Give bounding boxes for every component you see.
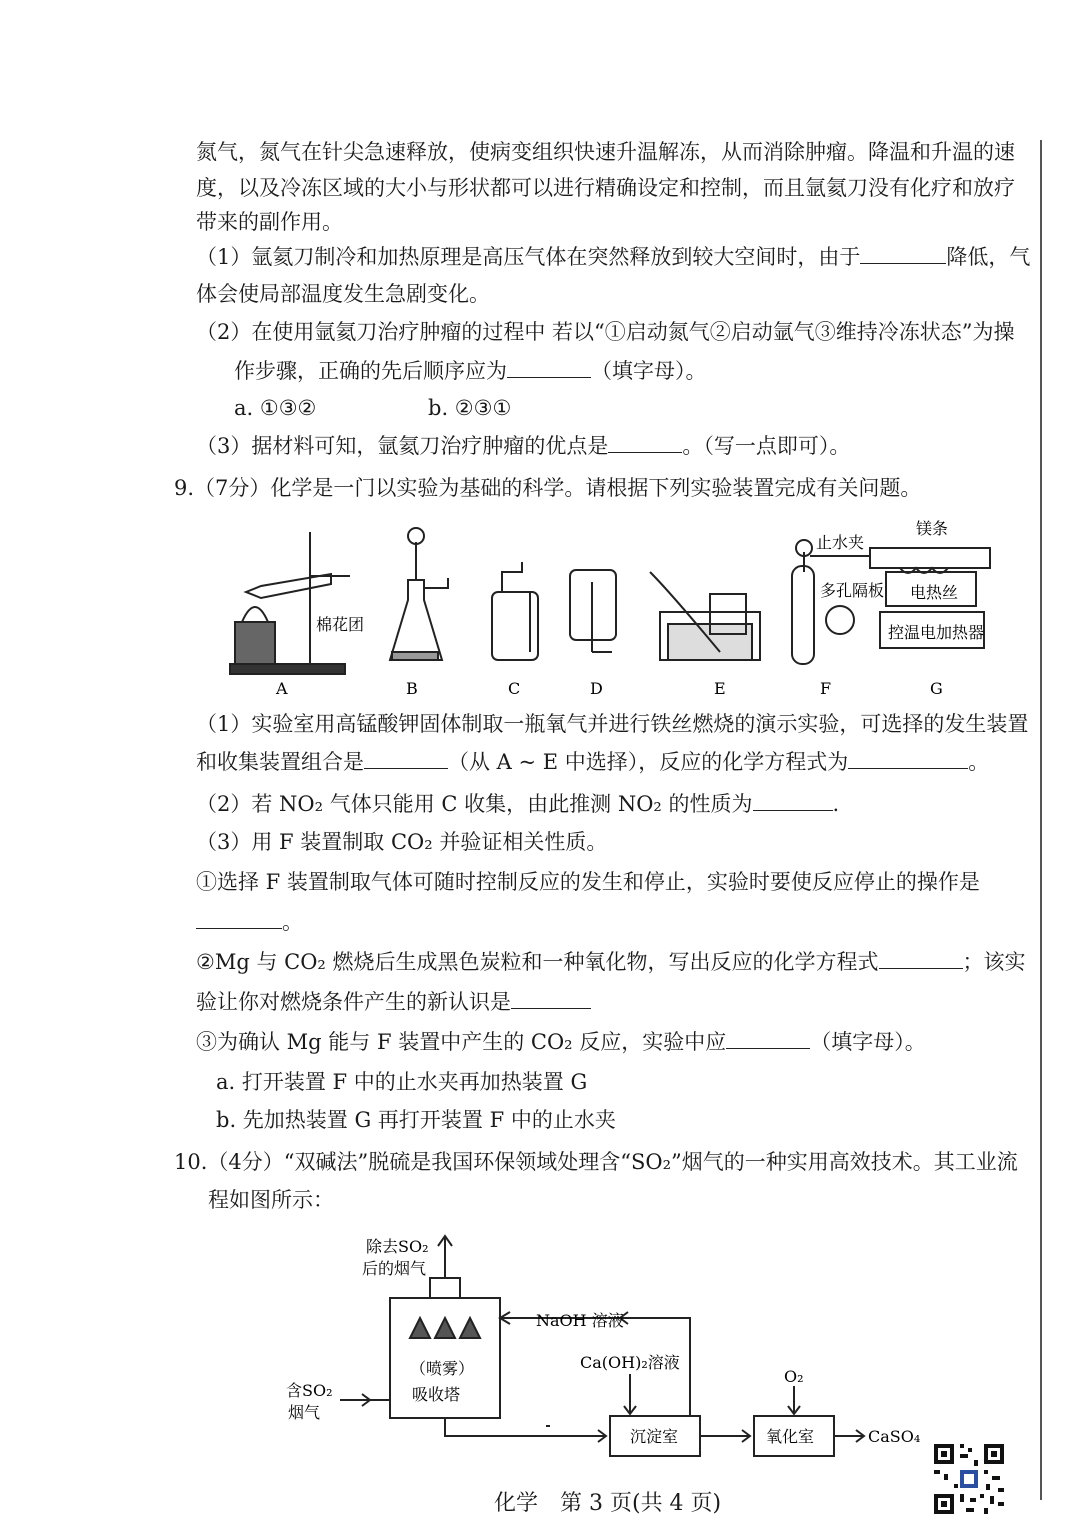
label-clamp: 止水夹 xyxy=(816,533,865,552)
label-out-gas-1: 除去SO₂ xyxy=(366,1237,429,1256)
label-plate: 多孔隔板 xyxy=(820,581,885,600)
answer-blank[interactable] xyxy=(364,748,448,769)
label-settle: 沉淀室 xyxy=(630,1427,679,1446)
answer-blank[interactable] xyxy=(753,790,833,811)
q8-option-a: a. ①③② xyxy=(234,396,317,420)
label-in-gas-2: 烟气 xyxy=(288,1403,321,1422)
intro-line-1: 氮气，氮气在针尖急速释放，使病变组织快速升温解冻，从而消除肿瘤。降温和升温的速 xyxy=(196,140,1015,164)
answer-blank[interactable] xyxy=(507,357,591,378)
label-F: F xyxy=(820,679,832,698)
q9-sub3-3-line: ③为确认 Mg 能与 F 装置中产生的 CO₂ 反应，实验中应 （填字母）。 xyxy=(196,1030,926,1054)
label-product: CaSO₄ xyxy=(868,1427,921,1446)
flow-diagram xyxy=(280,1228,940,1478)
q8-part1-line-2: 体会使局部温度发生急剧变化。 xyxy=(196,282,490,306)
label-o2: O₂ xyxy=(784,1367,804,1386)
answer-blank[interactable] xyxy=(511,988,591,1009)
apparatus-figure xyxy=(220,512,1010,702)
q8-part3-line: （3）据材料可知，氩氦刀治疗肿瘤的优点是 。（写一点即可）。 xyxy=(196,434,851,458)
q8-part2-line-2: 作步骤，正确的先后顺序应为 （填字母）。 xyxy=(234,359,707,383)
q9-sub3-2-line-2: 验让你对燃烧条件产生的新认识是 xyxy=(196,988,591,1016)
label-A: A xyxy=(276,679,288,698)
q9-sub3-2-line: ②Mg 与 CO₂ 燃烧后生成黑色炭粒和一种氧化物，写出反应的化学方程式 ；该实 xyxy=(196,950,1026,974)
label-in-gas-1: 含SO₂ xyxy=(286,1381,333,1400)
label-cotton: 棉花团 xyxy=(316,615,365,634)
q8-part2-line: （2）在使用氩氦刀治疗肿瘤的过程中 若以“①启动氮气②启动氩气③维持冷冻状态”为操 xyxy=(196,320,1015,344)
intro-line-3: 带来的副作用。 xyxy=(196,210,343,234)
q9-sub1-line: （1）实验室用高锰酸钾固体制取一瓶氧气并进行铁丝燃烧的演示实验，可选择的发生装置 xyxy=(196,712,1029,736)
label-spray: （喷雾） xyxy=(410,1359,475,1378)
answer-blank[interactable] xyxy=(196,908,282,929)
answer-blank[interactable] xyxy=(879,948,963,969)
q10-title-2: 程如图所示： xyxy=(208,1188,334,1212)
label-oxid: 氧化室 xyxy=(766,1427,815,1446)
answer-blank[interactable] xyxy=(860,243,946,264)
q9-sub1-line-2: 和收集装置组合是 （从 A ~ E 中选择），反应的化学方程式为 。 xyxy=(196,750,990,774)
q9-sub3-1-line-2: 。 xyxy=(196,908,303,936)
stand-base xyxy=(230,664,345,674)
label-out-gas-2: 后的烟气 xyxy=(362,1259,427,1278)
label-wire: 电热丝 xyxy=(910,583,959,602)
q10-title: 10.（4分）“双碱法”脱硫是我国环保领域处理含“SO₂”烟气的一种实用高效技术。其工业流 xyxy=(174,1150,1018,1174)
label-naoh: NaOH 溶液 xyxy=(536,1311,624,1330)
answer-blank[interactable] xyxy=(726,1028,810,1049)
label-D: D xyxy=(590,679,603,698)
answer-blank[interactable] xyxy=(608,432,682,453)
q9-title: 9.（7分）化学是一门以实验为基础的科学。请根据下列实验装置完成有关问题。 xyxy=(174,476,922,500)
q9-option-a: a. 打开装置 F 中的止水夹再加热装置 G xyxy=(216,1070,588,1094)
q8-option-b: b. ②③① xyxy=(428,396,512,420)
label-caoh: Ca(OH)₂溶液 xyxy=(580,1353,680,1372)
label-tower: 吸收塔 xyxy=(412,1385,461,1404)
label-heater: 控温电加热器 xyxy=(888,623,985,642)
q8-part1-line: （1）氩氦刀制冷和加热原理是高压气体在突然释放到较大空间时，由于 降低，气 xyxy=(196,245,1031,269)
q9-sub2-line: （2）若 NO₂ 气体只能用 C 收集，由此推测 NO₂ 的性质为 . xyxy=(196,792,840,816)
label-E: E xyxy=(714,679,726,698)
label-mg: 镁条 xyxy=(916,519,949,538)
intro-line-2: 度，以及冷冻区域的大小与形状都可以进行精确设定和控制，而且氩氦刀没有化疗和放疗 xyxy=(196,176,1015,200)
label-B: B xyxy=(406,679,418,698)
q9-option-b: b. 先加热装置 G 再打开装置 F 中的止水夹 xyxy=(216,1108,616,1132)
binding-line xyxy=(1040,140,1042,1500)
label-C: C xyxy=(508,679,521,698)
qr-code-icon xyxy=(930,1440,1008,1518)
label-G: G xyxy=(930,679,943,698)
page-footer: 化学 第 3 页(共 4 页) xyxy=(494,1491,722,1516)
q9-sub3-1-line: ①选择 F 装置制取气体可随时控制反应的发生和停止，实验时要使反应停止的操作是 xyxy=(196,870,980,894)
q9-sub3-line: （3）用 F 装置制取 CO₂ 并验证相关性质。 xyxy=(196,830,608,854)
answer-blank[interactable] xyxy=(848,748,968,769)
